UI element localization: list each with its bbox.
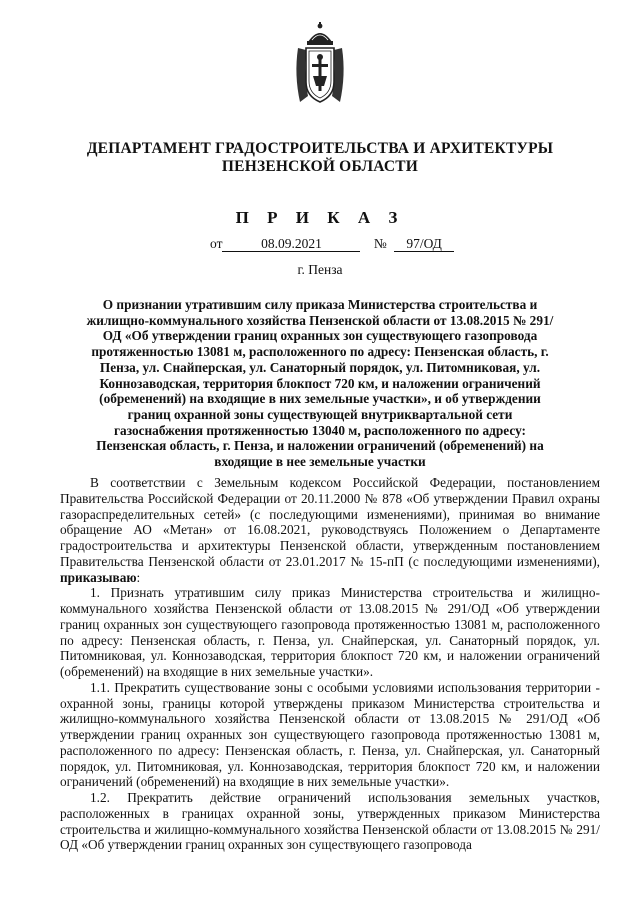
item-1: 1. Признать утратившим силу приказ Министерства строительства и жилищно-коммунального хозяйства Пензенской области от 13.08.2015 № 291/ОД «Об утверждении границ охранных зон существующего газопровода протяженностью 13081 м, расположенного по адресу: Пензенская область, г. Пенза, ул. Снайперская, ул. Санаторный порядок, ул. Питомниковая, ул. Коннозаводская, территория блокпост 720 км, и наложении ограничений (обременений) на входящие в них земельные участки».	[60, 585, 600, 679]
orders-colon: :	[136, 569, 141, 585]
department-name	[60, 140, 580, 176]
order-number: 97/ОД	[394, 236, 454, 252]
order-subject: О признании утратившим силу приказа Министерства строительства и жилищно-коммунального хозяйства Пензенской области от 13.08.2015 № 291/ОД «Об утверждении границ охранных зон существующего газопровода протяженностью 13081 м, расположенного по адресу: Пензенская область, г. Пенза, ул. Снайперская, ул. Санаторный порядок, ул. Питомниковая, ул. Коннозаводская, территория блокпост 720 км, и наложении ограничений (обременений) на входящие в них земельные участки», и об утверждении границ охранной зоны существующей внутриквартальной сети газоснабжения протяженностью 13040 м, расположенного по адресу: Пензенская область, г. Пенза, и наложении ограничений (обременений) на входящие в нее земельные участки	[86, 297, 554, 470]
order-date-number-line	[210, 236, 454, 252]
penza-coat-of-arms-icon	[294, 20, 346, 106]
department-line-1: ДЕПАРТАМЕНТ ГРАДОСТРОИТЕЛЬСТВА И АРХИТЕКТУРЫ	[86, 140, 554, 157]
preamble-text: В соответствии с Земельным кодексом Российской Федерации, постановлением Правительства Российской Федерации от 20.11.2000 № 878 «Об утверждении Правил охраны газораспределительных сетей» (с последующими изменениями), принимая во внимание обращение АО «Метан» от 16.08.2021, руководствуясь Положением о Департаменте градостроительства и архитектуры Пензенской области, утвержденным постановлением Правительства Пензенской области от 23.01.2017 № 15-пП (с последующими изменениями),	[60, 475, 600, 569]
orders-word: приказываю	[60, 569, 137, 585]
order-date: 08.09.2021	[222, 236, 360, 252]
order-title: П Р И К А З	[235, 208, 405, 227]
item-1-1: 1.1. Прекратить существование зоны с особыми условиями использования территории - охранной зоны, границы которой утверждены приказом Министерства строительства и жилищно-коммунального хозяйства Пензенской области от 13.08.2015 № 291/ОД «Об утверждении границ охранных зон существующего газопровода протяженностью 13081 м, расположенного по адресу: Пензенская область, г. Пенза, ул. Снайперская, ул. Санаторный порядок, ул. Питомниковая, ул. Коннозаводская, территория блокпост 720 км, и наложении ограничений (обременений) на входящие в них земельные участки».	[60, 679, 600, 790]
from-label: от	[210, 236, 223, 251]
order-body	[60, 475, 600, 853]
item-1-2: 1.2. Прекратить действие ограничений использования земельных участков, расположенных в границах охранной зоны, утвержденных приказом Министерства строительства и жилищно-коммунального хозяйства Пензенской области от 13.08.2015 № 291/ОД «Об утверждении границ охранных зон существующего газопровода	[60, 790, 600, 853]
city: г. Пенза	[297, 262, 343, 277]
number-label: №	[373, 236, 387, 251]
department-line-2: ПЕНЗЕНСКОЙ ОБЛАСТИ	[221, 158, 419, 175]
preamble-paragraph	[60, 475, 600, 585]
